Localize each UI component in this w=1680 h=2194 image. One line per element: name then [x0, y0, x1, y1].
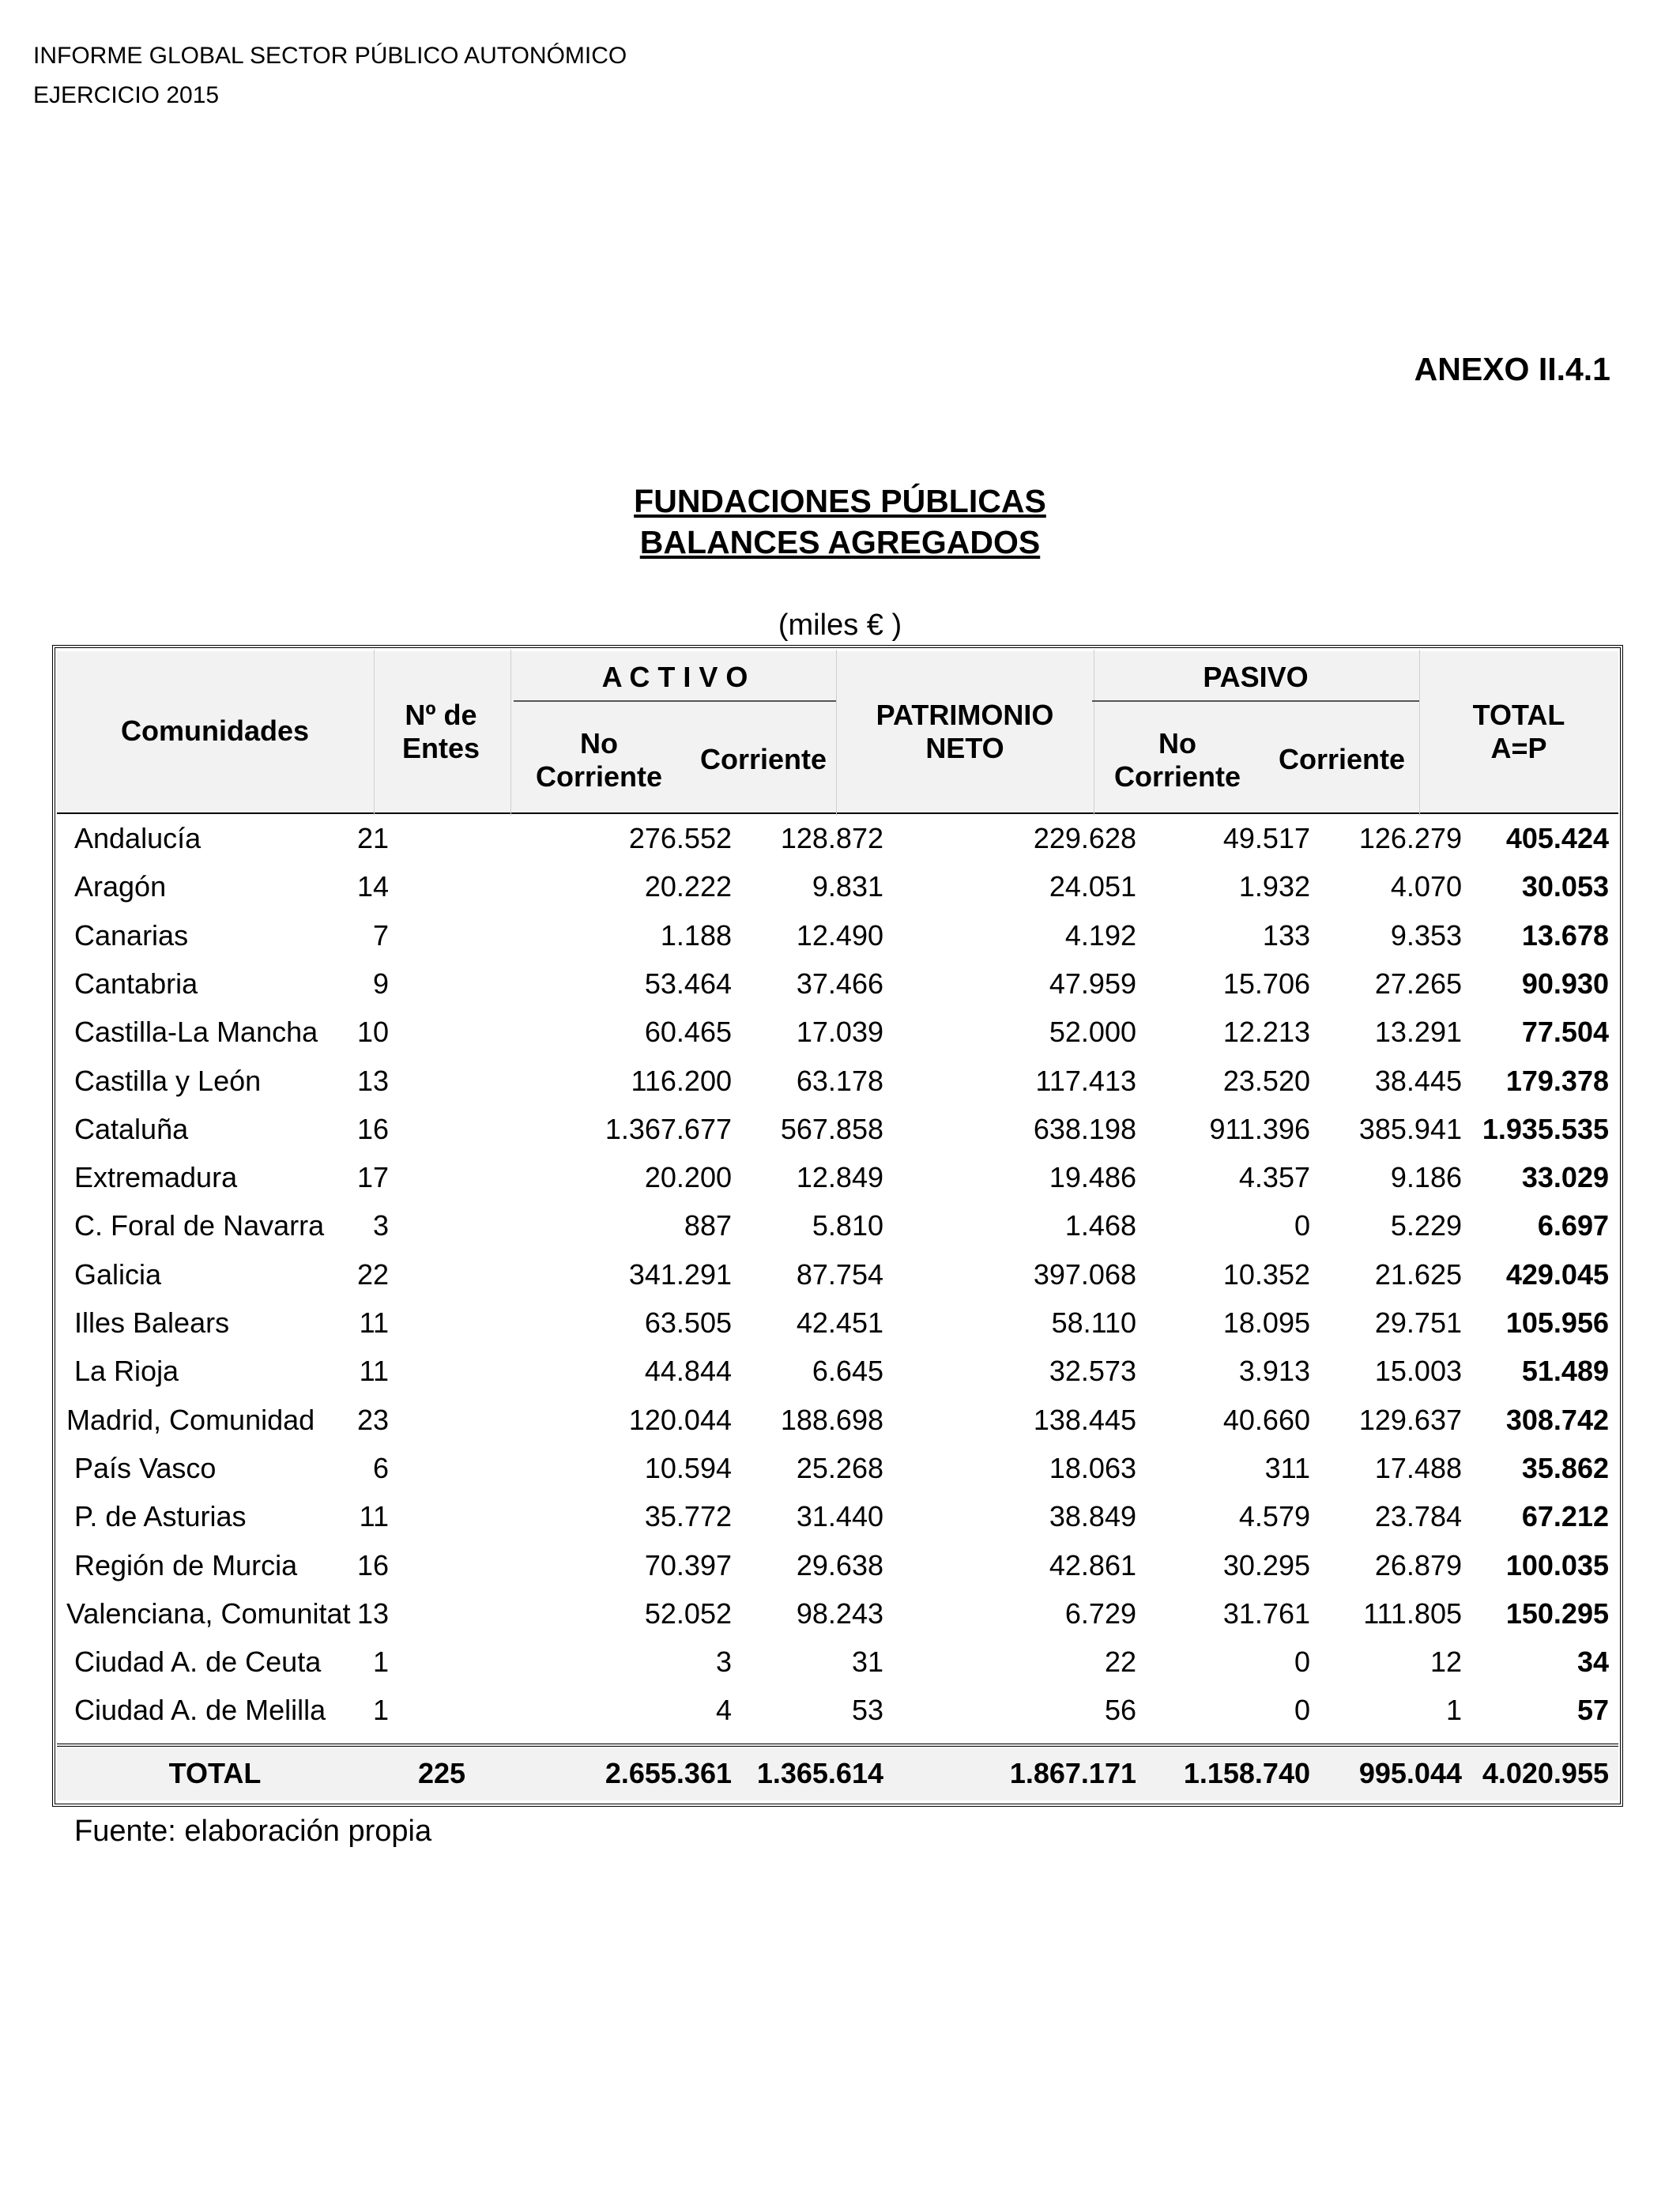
row-pasivo-nocorriente: 30.295 [1222, 1548, 1310, 1581]
table-row [57, 1347, 1618, 1395]
total-row [57, 1744, 1618, 1800]
row-comunidad: Extremadura [74, 1161, 238, 1194]
row-activo-nocorriente: 10.594 [644, 1451, 732, 1484]
row-entes: 1 [372, 1646, 389, 1679]
row-activo-nocorriente: 20.200 [644, 1161, 732, 1194]
header-activo: A C T I V O [601, 661, 748, 693]
table-row [57, 1492, 1618, 1540]
row-pasivo-nocorriente: 49.517 [1222, 822, 1310, 854]
row-total: 77.504 [1521, 1016, 1609, 1049]
row-pasivo-nocorriente: 4.579 [1238, 1500, 1310, 1533]
row-activo-corriente: 17.039 [796, 1016, 883, 1049]
row-activo-nocorriente: 70.397 [644, 1548, 732, 1581]
row-pasivo-nocorriente: 40.660 [1222, 1403, 1310, 1436]
row-comunidad: Cantabria [74, 967, 198, 1000]
row-entes: 14 [356, 870, 389, 903]
row-comunidad: La Rioja [74, 1355, 179, 1388]
row-patrimonio: 138.445 [1033, 1403, 1136, 1436]
row-comunidad: Región de Murcia [74, 1548, 298, 1581]
row-pasivo-nocorriente: 0 [1294, 1694, 1310, 1727]
row-comunidad: Ciudad A. de Melilla [74, 1694, 326, 1727]
annex-label: ANEXO II.4.1 [1414, 351, 1610, 387]
row-comunidad: Valenciana, Comunitat [66, 1596, 351, 1630]
table-row [57, 1250, 1618, 1299]
row-total: 100.035 [1505, 1548, 1609, 1581]
row-patrimonio: 47.959 [1049, 967, 1136, 1000]
row-total: 405.424 [1505, 822, 1609, 854]
row-pasivo-nocorriente: 3.913 [1238, 1355, 1310, 1388]
table-row [57, 1589, 1618, 1638]
row-total: 34 [1576, 1646, 1609, 1679]
row-total: 67.212 [1521, 1500, 1609, 1533]
header-total-line1: TOTAL [1472, 699, 1565, 731]
row-pasivo-nocorriente: 4.357 [1238, 1161, 1310, 1194]
row-pasivo-corriente: 27.265 [1374, 967, 1462, 1000]
row-activo-nocorriente: 53.464 [644, 967, 732, 1000]
row-comunidad: País Vasco [74, 1451, 217, 1484]
row-total: 57 [1576, 1694, 1609, 1727]
table-row [57, 1638, 1618, 1686]
row-pasivo-corriente: 12 [1430, 1646, 1462, 1679]
row-entes: 23 [356, 1403, 389, 1436]
row-comunidad: Cataluña [74, 1112, 189, 1145]
row-activo-corriente: 29.638 [796, 1548, 883, 1581]
row-activo-corriente: 567.858 [780, 1112, 883, 1145]
row-patrimonio: 638.198 [1033, 1112, 1136, 1145]
row-entes: 13 [356, 1596, 389, 1630]
row-activo-nocorriente: 276.552 [628, 822, 732, 854]
row-entes: 16 [356, 1548, 389, 1581]
row-activo-nocorriente: 44.844 [644, 1355, 732, 1388]
row-pasivo-nocorriente: 0 [1294, 1646, 1310, 1679]
row-pasivo-nocorriente: 12.213 [1222, 1016, 1310, 1049]
row-comunidad: P. de Asturias [74, 1500, 247, 1533]
row-activo-corriente: 53 [851, 1694, 883, 1727]
row-activo-nocorriente: 116.200 [631, 1064, 732, 1097]
row-total: 13.678 [1521, 918, 1609, 952]
table-row [57, 1057, 1618, 1105]
row-comunidad: Illes Balears [74, 1306, 230, 1339]
row-patrimonio: 56 [1104, 1694, 1136, 1727]
row-patrimonio: 117.413 [1035, 1064, 1136, 1097]
header-activo-nocorriente-line1: No [580, 727, 618, 760]
report-header-line2: EJERCICIO 2015 [33, 82, 220, 108]
row-pasivo-nocorriente: 15.706 [1222, 967, 1310, 1000]
total-patrimonio: 1.867.171 [1009, 1757, 1136, 1789]
row-comunidad: Ciudad A. de Ceuta [74, 1646, 322, 1679]
row-entes: 11 [359, 1500, 389, 1533]
header-entes-line2: Entes [401, 732, 480, 764]
row-total: 179.378 [1505, 1064, 1609, 1097]
table-row [57, 1008, 1618, 1056]
row-pasivo-corriente: 26.879 [1374, 1548, 1462, 1581]
row-pasivo-corriente: 5.229 [1390, 1209, 1462, 1242]
total-activo-nocorriente: 2.655.361 [605, 1757, 732, 1789]
row-comunidad: Aragón [74, 870, 167, 903]
row-activo-corriente: 12.490 [796, 918, 883, 952]
row-pasivo-nocorriente: 311 [1264, 1451, 1310, 1484]
row-total: 429.045 [1505, 1257, 1609, 1291]
total-pasivo-nocorriente: 1.158.740 [1183, 1757, 1310, 1789]
row-comunidad: Madrid, Comunidad [66, 1403, 315, 1436]
row-entes: 6 [372, 1451, 389, 1484]
row-entes: 3 [372, 1209, 389, 1242]
row-entes: 11 [359, 1355, 389, 1388]
row-comunidad: Castilla y León [74, 1064, 262, 1097]
row-patrimonio: 4.192 [1064, 918, 1136, 952]
row-activo-corriente: 6.645 [812, 1355, 883, 1388]
row-activo-nocorriente: 35.772 [644, 1500, 732, 1533]
row-pasivo-corriente: 9.353 [1390, 918, 1462, 952]
row-pasivo-corriente: 15.003 [1374, 1355, 1462, 1388]
row-activo-corriente: 37.466 [796, 967, 883, 1000]
table-row [57, 1201, 1618, 1250]
row-activo-corriente: 31 [851, 1646, 883, 1679]
row-pasivo-corriente: 38.445 [1374, 1064, 1462, 1097]
table-row [57, 1541, 1618, 1589]
header-entes-line1: Nº de [405, 699, 477, 731]
row-entes: 9 [372, 967, 389, 1000]
row-activo-corriente: 98.243 [796, 1596, 883, 1630]
row-pasivo-nocorriente: 10.352 [1222, 1257, 1310, 1291]
row-entes: 13 [356, 1064, 389, 1097]
row-total: 308.742 [1505, 1403, 1609, 1436]
row-comunidad: Canarias [74, 918, 189, 952]
row-total: 90.930 [1521, 967, 1609, 1000]
row-total: 51.489 [1521, 1355, 1609, 1388]
row-entes: 11 [359, 1306, 389, 1339]
total-entes: 225 [417, 1757, 466, 1789]
row-total: 150.295 [1505, 1596, 1609, 1630]
row-activo-corriente: 63.178 [796, 1064, 883, 1097]
header-activo-nocorriente-line2: Corriente [535, 760, 663, 793]
row-patrimonio: 24.051 [1049, 870, 1136, 903]
row-entes: 22 [356, 1257, 389, 1291]
row-pasivo-nocorriente: 133 [1262, 918, 1310, 952]
table-row [57, 1105, 1618, 1153]
row-patrimonio: 18.063 [1049, 1451, 1136, 1484]
row-comunidad: Andalucía [74, 822, 202, 854]
row-entes: 17 [356, 1161, 389, 1194]
row-activo-corriente: 9.831 [812, 870, 883, 903]
row-activo-nocorriente: 4 [715, 1694, 732, 1727]
header-activo-corriente: Corriente [699, 743, 827, 775]
table-row [57, 862, 1618, 910]
row-patrimonio: 58.110 [1051, 1306, 1136, 1339]
title-line2: BALANCES AGREGADOS [639, 524, 1041, 560]
header-comunidades: Comunidades [120, 714, 310, 747]
row-pasivo-nocorriente: 1.932 [1238, 870, 1310, 903]
row-activo-corriente: 128.872 [780, 822, 883, 854]
header-patrimonio-line1: PATRIMONIO [876, 699, 1054, 731]
table-row [57, 1396, 1618, 1444]
row-total: 30.053 [1521, 870, 1609, 903]
row-activo-nocorriente: 887 [684, 1209, 732, 1242]
row-pasivo-corriente: 111.805 [1363, 1596, 1462, 1630]
row-patrimonio: 22 [1104, 1646, 1136, 1679]
row-patrimonio: 1.468 [1064, 1209, 1136, 1242]
title-line1: FUNDACIONES PÚBLICAS [634, 483, 1046, 519]
row-activo-corriente: 5.810 [812, 1209, 883, 1242]
row-pasivo-corriente: 29.751 [1374, 1306, 1462, 1339]
row-pasivo-corriente: 17.488 [1374, 1451, 1462, 1484]
table-row [57, 1153, 1618, 1201]
row-activo-corriente: 12.849 [796, 1161, 883, 1194]
row-activo-nocorriente: 60.465 [644, 1016, 732, 1049]
total-grand: 4.020.955 [1482, 1757, 1609, 1789]
header-pasivo-nocorriente-line2: Corriente [1113, 760, 1241, 793]
row-total: 1.935.535 [1482, 1112, 1609, 1145]
row-comunidad: C. Foral de Navarra [74, 1209, 325, 1242]
report-header-line1: INFORME GLOBAL SECTOR PÚBLICO AUTONÓMICO [33, 43, 627, 69]
row-activo-corriente: 31.440 [796, 1500, 883, 1533]
total-pasivo-corriente: 995.044 [1358, 1757, 1462, 1789]
row-activo-corriente: 188.698 [780, 1403, 883, 1436]
row-pasivo-corriente: 23.784 [1374, 1500, 1462, 1533]
table-row [57, 814, 1618, 862]
header-pasivo-nocorriente-line1: No [1158, 727, 1196, 760]
header-pasivo-corriente: Corriente [1278, 743, 1406, 775]
row-patrimonio: 38.849 [1049, 1500, 1136, 1533]
table-row [57, 1444, 1618, 1492]
header-patrimonio-line2: NETO [925, 732, 1004, 764]
row-entes: 7 [372, 918, 389, 952]
row-activo-corriente: 42.451 [796, 1306, 883, 1339]
table-row [57, 911, 1618, 959]
row-entes: 16 [356, 1112, 389, 1145]
row-patrimonio: 32.573 [1049, 1355, 1136, 1388]
row-entes: 21 [356, 822, 389, 854]
row-total: 105.956 [1505, 1306, 1609, 1339]
row-patrimonio: 52.000 [1049, 1016, 1136, 1049]
row-activo-nocorriente: 3 [715, 1646, 732, 1679]
row-pasivo-nocorriente: 31.761 [1222, 1596, 1310, 1630]
total-activo-corriente: 1.365.614 [756, 1757, 883, 1789]
row-pasivo-corriente: 126.279 [1358, 822, 1462, 854]
row-pasivo-corriente: 1 [1445, 1694, 1462, 1727]
row-total: 35.862 [1521, 1451, 1609, 1484]
table-row [57, 1686, 1618, 1734]
table-row [57, 1299, 1618, 1347]
row-activo-nocorriente: 63.505 [644, 1306, 732, 1339]
row-total: 33.029 [1521, 1161, 1609, 1194]
row-patrimonio: 229.628 [1033, 822, 1136, 854]
row-entes: 10 [356, 1016, 389, 1049]
row-patrimonio: 42.861 [1049, 1548, 1136, 1581]
row-activo-corriente: 87.754 [796, 1257, 883, 1291]
row-pasivo-corriente: 385.941 [1358, 1112, 1462, 1145]
row-activo-nocorriente: 20.222 [644, 870, 732, 903]
table-row [57, 959, 1618, 1008]
row-patrimonio: 397.068 [1033, 1257, 1136, 1291]
total-label: TOTAL [168, 1757, 262, 1789]
row-activo-nocorriente: 120.044 [628, 1403, 732, 1436]
row-pasivo-corriente: 4.070 [1390, 870, 1462, 903]
source-note: Fuente: elaboración propia [74, 1815, 432, 1848]
row-pasivo-nocorriente: 0 [1294, 1209, 1310, 1242]
header-total-line2: A=P [1490, 732, 1547, 764]
row-activo-nocorriente: 1.188 [660, 918, 732, 952]
row-total: 6.697 [1537, 1209, 1609, 1242]
row-pasivo-corriente: 13.291 [1374, 1016, 1462, 1049]
row-activo-nocorriente: 52.052 [644, 1596, 732, 1630]
row-patrimonio: 6.729 [1064, 1596, 1136, 1630]
row-pasivo-nocorriente: 23.520 [1222, 1064, 1310, 1097]
row-comunidad: Castilla-La Mancha [74, 1016, 318, 1049]
row-patrimonio: 19.486 [1049, 1161, 1136, 1194]
row-pasivo-corriente: 21.625 [1374, 1257, 1462, 1291]
row-activo-nocorriente: 341.291 [628, 1257, 732, 1291]
units-label: (miles € ) [778, 609, 902, 642]
row-pasivo-nocorriente: 911.396 [1209, 1112, 1310, 1145]
row-pasivo-corriente: 129.637 [1358, 1403, 1462, 1436]
header-pasivo: PASIVO [1203, 661, 1309, 693]
row-activo-nocorriente: 1.367.677 [605, 1112, 732, 1145]
row-activo-corriente: 25.268 [796, 1451, 883, 1484]
row-comunidad: Galicia [74, 1257, 162, 1291]
row-entes: 1 [372, 1694, 389, 1727]
row-pasivo-corriente: 9.186 [1390, 1161, 1462, 1194]
row-pasivo-nocorriente: 18.095 [1222, 1306, 1310, 1339]
